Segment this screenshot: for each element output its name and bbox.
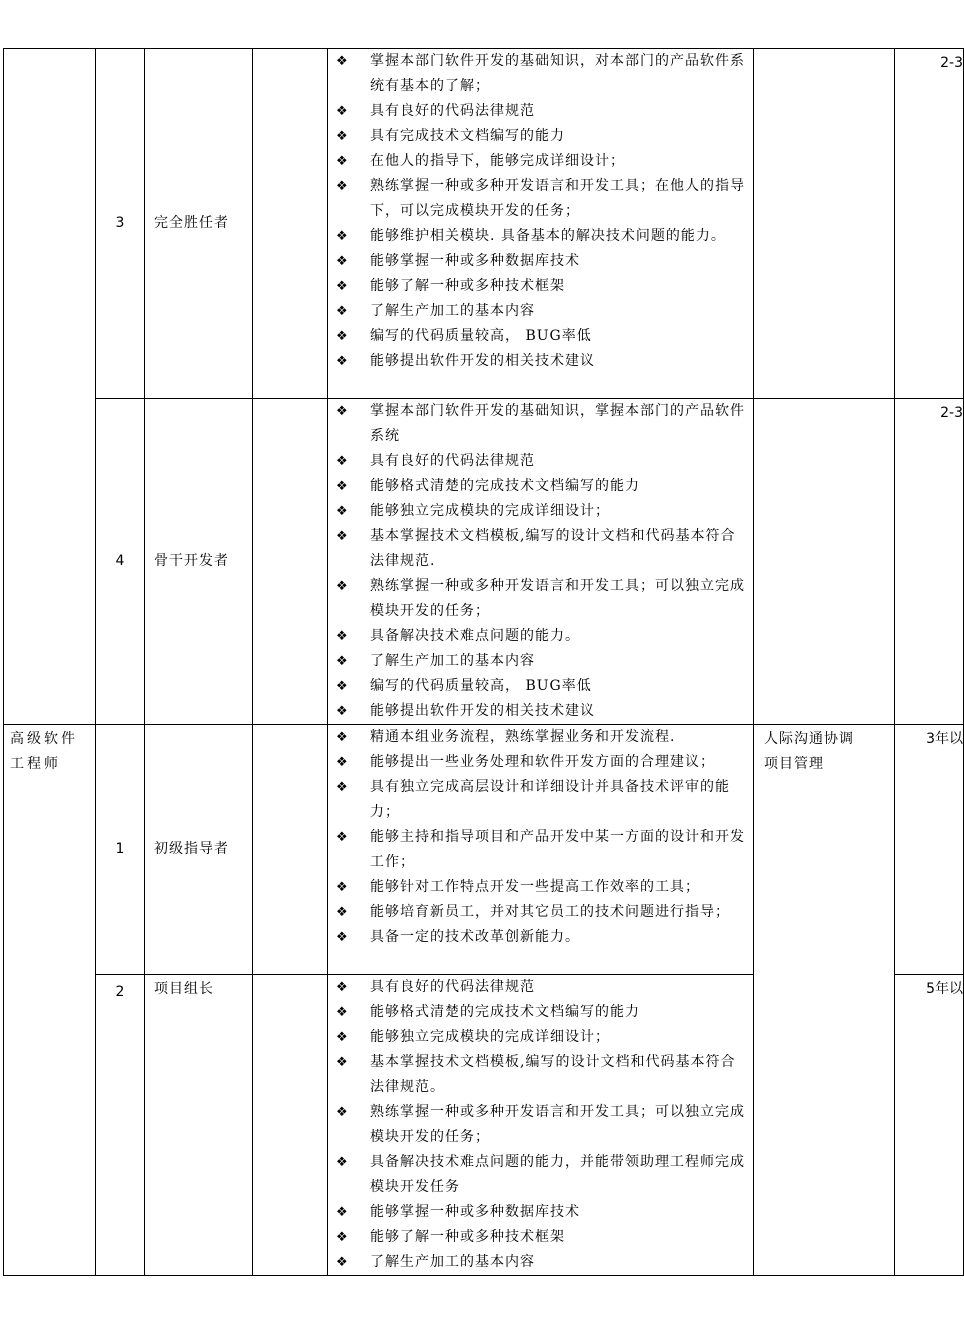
diamond-bullet-icon: ❖ (336, 579, 349, 594)
years-cell: 5年以 (895, 975, 964, 1276)
requirement-text: 能够格式清楚的完成技术文档编写的能力 (370, 478, 640, 494)
skills-cell (754, 49, 895, 399)
level-title: 完全胜任者 (145, 49, 253, 399)
requirement-item (328, 1000, 753, 1025)
requirement-text: 具有独立完成高层设计和详细设计并具备技术评审的能力； (370, 779, 730, 820)
level-title: 骨干开发者 (145, 399, 253, 725)
skill-item: 人际沟通协调 (764, 731, 854, 747)
skill-item: 项目管理 (764, 756, 824, 772)
requirement-item (328, 925, 753, 950)
requirement-text: 编写的代码质量较高， BUG率低 (370, 678, 592, 694)
requirement-text: 具备解决技术难点问题的能力。 (370, 628, 580, 644)
category-cell (4, 725, 96, 1276)
requirements-list (328, 975, 753, 1275)
diamond-bullet-icon: ❖ (336, 154, 349, 169)
skills-cell (754, 399, 895, 725)
requirement-item (328, 624, 753, 649)
diamond-bullet-icon: ❖ (336, 704, 349, 719)
requirement-item (328, 699, 753, 724)
diamond-bullet-icon: ❖ (336, 329, 349, 344)
requirement-item (328, 149, 753, 174)
requirements-list (328, 399, 753, 724)
diamond-bullet-icon: ❖ (336, 1255, 349, 1270)
requirement-item (328, 124, 753, 149)
requirement-text: 能够独立完成模块的完成详细设计； (370, 503, 610, 519)
requirement-text: 了解生产加工的基本内容 (370, 653, 535, 669)
diamond-bullet-icon: ❖ (336, 1155, 349, 1170)
requirement-text: 具备解决技术难点问题的能力，并能带领助理工程师完成模块开发任务 (370, 1154, 745, 1195)
diamond-bullet-icon: ❖ (336, 1030, 349, 1045)
requirement-item (328, 574, 753, 624)
requirement-text: 编写的代码质量较高， BUG率低 (370, 328, 592, 344)
diamond-bullet-icon: ❖ (336, 454, 349, 469)
diamond-bullet-icon: ❖ (336, 905, 349, 920)
requirement-text: 熟练掌握一种或多种开发语言和开发工具；可以独立完成模块开发的任务； (370, 1104, 745, 1145)
requirement-item (328, 825, 753, 875)
diamond-bullet-icon: ❖ (336, 179, 349, 194)
diamond-bullet-icon: ❖ (336, 730, 349, 745)
requirement-item (328, 875, 753, 900)
job-level-table (3, 48, 964, 1276)
requirement-item (328, 49, 753, 99)
requirement-text: 能够培育新员工，并对其它员工的技术问题进行指导； (370, 904, 730, 920)
diamond-bullet-icon: ❖ (336, 354, 349, 369)
requirement-text: 能够掌握一种或多种数据库技术 (370, 1204, 580, 1220)
requirements-cell (328, 725, 754, 975)
requirement-item (328, 299, 753, 324)
blank-cell (253, 975, 328, 1276)
requirement-item (328, 1250, 753, 1275)
diamond-bullet-icon: ❖ (336, 755, 349, 770)
diamond-bullet-icon: ❖ (336, 279, 349, 294)
diamond-bullet-icon: ❖ (336, 1205, 349, 1220)
level-number: 1 (96, 725, 145, 975)
requirement-item (328, 1150, 753, 1200)
requirement-item (328, 900, 753, 925)
diamond-bullet-icon: ❖ (336, 54, 349, 69)
blank-cell (253, 725, 328, 975)
diamond-bullet-icon: ❖ (336, 880, 349, 895)
table-row (4, 725, 964, 975)
diamond-bullet-icon: ❖ (336, 654, 349, 669)
requirement-item (328, 499, 753, 524)
diamond-bullet-icon: ❖ (336, 1055, 349, 1070)
level-number: 2 (96, 975, 145, 1276)
requirement-item (328, 1100, 753, 1150)
blank-cell (253, 49, 328, 399)
diamond-bullet-icon: ❖ (336, 529, 349, 544)
requirement-text: 在他人的指导下，能够完成详细设计； (370, 153, 625, 169)
requirements-list (328, 725, 753, 950)
requirement-text: 能够了解一种或多种技术框架 (370, 1229, 565, 1245)
requirements-cell (328, 49, 754, 399)
requirement-text: 能够提出一些业务处理和软件开发方面的合理建议； (370, 754, 715, 770)
requirement-item (328, 449, 753, 474)
category-label: 高级软件工程师 (10, 731, 78, 772)
requirement-item (328, 474, 753, 499)
requirement-item (328, 725, 753, 750)
requirement-item (328, 1050, 753, 1100)
requirement-text: 具有完成技术文档编写的能力 (370, 128, 565, 144)
requirement-text: 了解生产加工的基本内容 (370, 1254, 535, 1270)
requirement-text: 能够针对工作特点开发一些提高工作效率的工具； (370, 879, 700, 895)
requirement-item (328, 399, 753, 449)
years-cell: 3年以 (895, 725, 964, 975)
diamond-bullet-icon: ❖ (336, 404, 349, 419)
requirement-text: 能够独立完成模块的完成详细设计； (370, 1029, 610, 1045)
requirement-text: 基本掌握技术文档模板,编写的设计文档和代码基本符合法律规范。 (370, 1054, 736, 1095)
requirement-item (328, 1025, 753, 1050)
requirement-item (328, 249, 753, 274)
level-number: 4 (96, 399, 145, 725)
level-title: 初级指导者 (145, 725, 253, 975)
years-cell: 2-3 (895, 399, 964, 725)
requirement-text: 掌握本部门软件开发的基础知识，掌握本部门的产品软件系统 (370, 403, 745, 444)
requirement-item (328, 99, 753, 124)
requirement-text: 具备一定的技术改革创新能力。 (370, 929, 580, 945)
diamond-bullet-icon: ❖ (336, 254, 349, 269)
skills-cell (754, 725, 895, 1276)
requirement-text: 能够提出软件开发的相关技术建议 (370, 353, 595, 369)
requirement-item (328, 274, 753, 299)
diamond-bullet-icon: ❖ (336, 830, 349, 845)
diamond-bullet-icon: ❖ (336, 129, 349, 144)
requirement-item (328, 1200, 753, 1225)
requirement-text: 能够提出软件开发的相关技术建议 (370, 703, 595, 719)
diamond-bullet-icon: ❖ (336, 780, 349, 795)
requirement-item (328, 975, 753, 1000)
table-row (4, 399, 964, 725)
requirement-item (328, 324, 753, 349)
diamond-bullet-icon: ❖ (336, 304, 349, 319)
requirements-cell (328, 975, 754, 1276)
requirement-text: 能够格式清楚的完成技术文档编写的能力 (370, 1004, 640, 1020)
requirement-text: 了解生产加工的基本内容 (370, 303, 535, 319)
requirement-text: 能够掌握一种或多种数据库技术 (370, 253, 580, 269)
requirement-text: 具有良好的代码法律规范 (370, 979, 535, 995)
requirement-text: 能够维护相关模块. 具备基本的解决技术问题的能力。 (370, 228, 726, 244)
requirement-item (328, 649, 753, 674)
diamond-bullet-icon: ❖ (336, 104, 349, 119)
requirement-text: 能够了解一种或多种技术框架 (370, 278, 565, 294)
level-number: 3 (96, 49, 145, 399)
requirement-text: 熟练掌握一种或多种开发语言和开发工具；可以独立完成模块开发的任务； (370, 578, 745, 619)
requirement-item (328, 775, 753, 825)
requirement-text: 精通本组业务流程，熟练掌握业务和开发流程. (370, 729, 676, 745)
requirement-text: 掌握本部门软件开发的基础知识，对本部门的产品软件系统有基本的了解； (370, 53, 745, 94)
requirement-item (328, 750, 753, 775)
diamond-bullet-icon: ❖ (336, 679, 349, 694)
diamond-bullet-icon: ❖ (336, 1105, 349, 1120)
requirement-text: 熟练掌握一种或多种开发语言和开发工具；在他人的指导下，可以完成模块开发的任务； (370, 178, 745, 219)
requirement-item (328, 1225, 753, 1250)
requirement-item (328, 174, 753, 224)
requirement-item (328, 674, 753, 699)
diamond-bullet-icon: ❖ (336, 1005, 349, 1020)
requirement-text: 具有良好的代码法律规范 (370, 103, 535, 119)
diamond-bullet-icon: ❖ (336, 980, 349, 995)
diamond-bullet-icon: ❖ (336, 504, 349, 519)
requirement-item (328, 349, 753, 374)
diamond-bullet-icon: ❖ (336, 479, 349, 494)
diamond-bullet-icon: ❖ (336, 1230, 349, 1245)
requirement-item (328, 224, 753, 249)
requirement-text: 基本掌握技术文档模板,编写的设计文档和代码基本符合法律规范. (370, 528, 736, 569)
requirements-list (328, 49, 753, 374)
years-cell: 2-3 (895, 49, 964, 399)
diamond-bullet-icon: ❖ (336, 930, 349, 945)
requirement-text: 具有良好的代码法律规范 (370, 453, 535, 469)
requirement-text: 能够主持和指导项目和产品开发中某一方面的设计和开发工作； (370, 829, 745, 870)
blank-cell (253, 399, 328, 725)
category-cell-empty (4, 49, 96, 725)
requirements-cell (328, 399, 754, 725)
level-title: 项目组长 (145, 975, 253, 1276)
diamond-bullet-icon: ❖ (336, 229, 349, 244)
table-row (4, 49, 964, 399)
requirement-item (328, 524, 753, 574)
diamond-bullet-icon: ❖ (336, 629, 349, 644)
